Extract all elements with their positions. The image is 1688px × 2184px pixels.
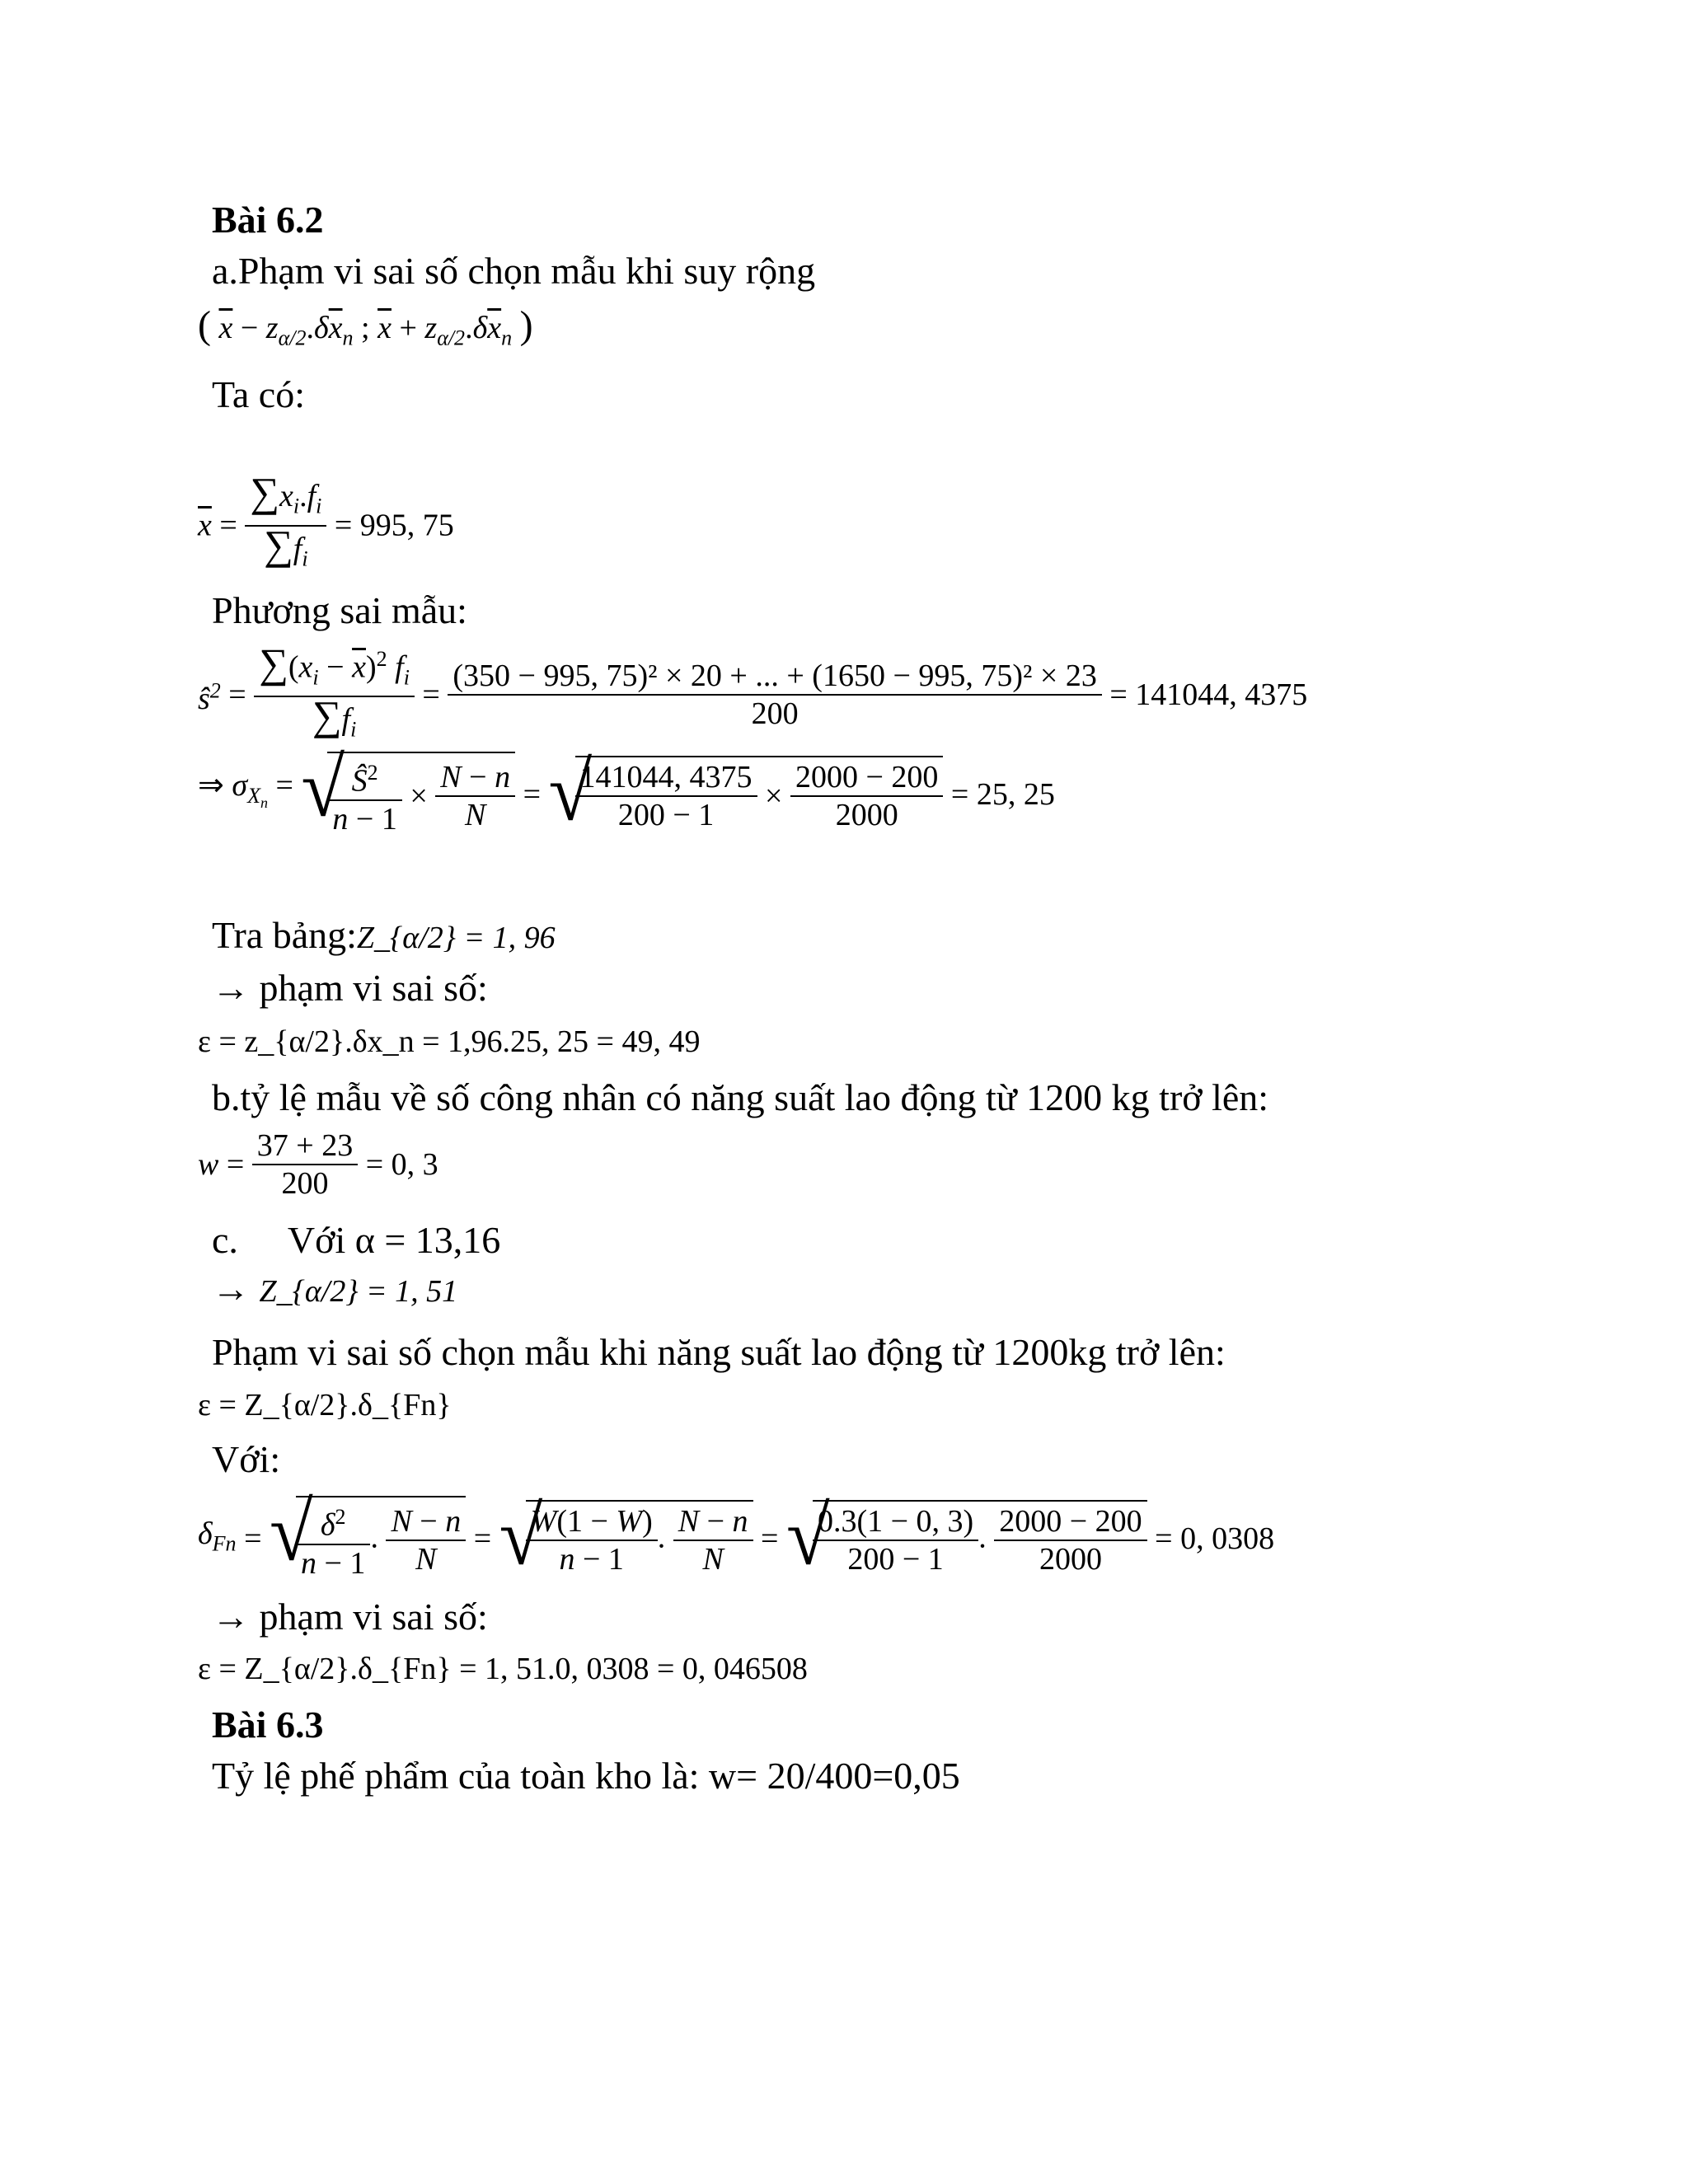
variance-denominator: 200 <box>751 696 799 731</box>
w-numerator: 37 + 23 <box>252 1127 358 1165</box>
part-a-heading: a.Phạm vi sai số chọn mẫu khi suy rộng <box>212 250 816 292</box>
part-c-text: Với α = 13,16 <box>287 1219 501 1261</box>
mean-result: = 995, 75 <box>334 508 454 543</box>
w-formula: w = $\frac{37 + 23}{200}$ = 0, 3 <box>198 1128 438 1201</box>
heading-bai-6-2: Bài 6.2 <box>212 199 324 241</box>
heading-bai-6-3: Bài 6.3 <box>212 1704 324 1746</box>
epsilon-2: ε = Z_{α/2}.δ_{Fn} = 1, 51.0, 0308 = 0, 046508 <box>198 1652 808 1686</box>
sigma-num-1: √ 141044, 4375 <box>575 759 757 797</box>
voi-label: Với: <box>212 1438 281 1480</box>
part-b-heading: b.tỷ lệ mẫu về số công nhân có năng suất lao động từ 1200 kg trở lên: <box>212 1076 1269 1118</box>
pham-vi-label-1: → phạm vi sai số: <box>212 967 488 1009</box>
z-151-line: → Z_{α/2} = 1, 51 <box>212 1268 458 1310</box>
mean-formula: $\overline{x}$ = $\frac{\sum x_i.f_i}{\sum f_i}$ = 995, 75 <box>198 469 454 571</box>
w-denominator: 200 <box>281 1166 329 1201</box>
w-result: = 0, 3 <box>365 1147 438 1182</box>
z-151: Z_{α/2} = 1, 51 <box>259 1274 458 1309</box>
sigma-den-2: 2000 <box>835 797 898 832</box>
epsilon-1: ε = z_{α/2}.δx_n = 1,96.25, 25 = 49, 49 <box>198 1024 701 1059</box>
bai-6-3-text: Tỷ lệ phế phẩm của toàn kho là: w= 20/400=0,05 <box>212 1755 960 1797</box>
sigma-formula: ⇒ $\sigma_{X_n}$ = √ $\frac{Ŝ^2}{n - 1}$ × $\frac{N - n}{N}$ = √ $\frac{141044, 4375}{200 - 1}$ × $\frac{2000 - 200}{2000}$ = 25, 25 <box>198 752 1055 837</box>
pham-vi-label-2: → phạm vi sai số: <box>212 1596 488 1638</box>
interval-formula: ( $\overline{x} - z_{\alpha/2}.\delta\overline{x}_n$ ; $\overline{x} + z_{\alpha/2}.\delta\overline{x}_n$ ) <box>198 303 533 350</box>
part-c-label: c. <box>212 1219 238 1261</box>
phuong-sai-label: Phương sai mẫu: <box>212 589 467 631</box>
delta-result: = 0, 0308 <box>1155 1521 1275 1556</box>
tra-bang-label: Tra bảng: <box>212 914 357 956</box>
variance-result: = 141044, 4375 <box>1109 677 1308 712</box>
ta-co-label: Ta có: <box>212 373 306 415</box>
delta-formula: $\delta_{Fn}$ = √ $\frac{\delta^2}{n - 1}$ . $\frac{N - n}{N}$ = √ $\frac{W(1 - W)}{n - 1}$ . $\frac{N - n}{N}$ = √ $\frac{0.3(1 - 0, 3)}{200 - 1}$ . $\frac{2000 - 200}{2000}$ = 0, 0308 <box>198 1496 1274 1582</box>
sigma-den-1: 200 − 1 <box>617 797 715 832</box>
sigma-num-2: 2000 − 200 <box>790 759 943 797</box>
tra-bang-line <box>212 913 556 960</box>
pham-vi-heading: Phạm vi sai số chọn mẫu khi năng suất lao động từ 1200kg trở lên: <box>212 1331 1226 1373</box>
variance-formula: $ŝ^2$ = $\frac{\sum(x_i - \overline{x})^2 f_i}{\sum f_i}$ = $\frac{\text{(350 − 995, 75)² × 20 + ... + (1650 − 995, 75)² × 23}}{200}$ = 141044, 4375 <box>198 640 1308 742</box>
sigma-result: = 25, 25 <box>950 776 1055 812</box>
variance-numerator: (350 − 995, 75)² × 20 + ... + (1650 − 995, 75)² × 23 <box>448 658 1102 696</box>
z-196: Z_{α/2} = 1, 96 <box>356 921 556 955</box>
part-c-line <box>212 1218 500 1263</box>
epsilon-formula: ε = Z_{α/2}.δ_{Fn} <box>198 1388 452 1422</box>
